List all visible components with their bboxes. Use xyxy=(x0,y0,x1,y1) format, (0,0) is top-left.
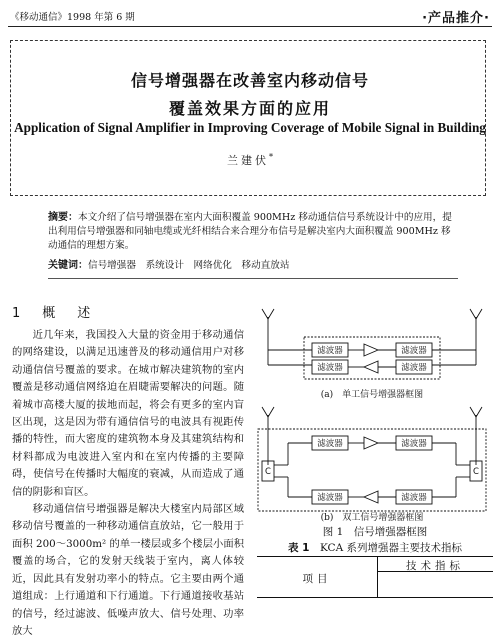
paragraph: 近几年来，我国投入大量的资金用于移动通信的网络建设，以满足迅速普及的移动通信用户对移动通信信号覆盖的要求。在城市解决建筑物的室内覆盖是移动通信网络迫在眉睫需要解决的问题。随着城市高楼大厦的拔地而起，将会有更多的室内盲区出现，这是因为带有通信信号的电波具有视距传播的特性，而大密度的建筑物本身及其建筑结构和材料都成为电波进入室内和在室内传播的主要障碍，使信号在传播时大幅度的衰减，从而造成了通信的阴影和盲区。 xyxy=(12,329,244,498)
duplexer-label: C xyxy=(473,467,479,477)
section-heading xyxy=(12,302,112,321)
author xyxy=(0,152,500,168)
figure-caption-a: (a) 单工信号增强器框图 xyxy=(320,390,424,400)
table-caption-text: KCA 系列增强器主要技术指标 xyxy=(319,542,462,554)
keyword-item: 网络优化 xyxy=(193,260,232,271)
filter-label: 滤波器 xyxy=(317,346,343,356)
amplifier-icon xyxy=(364,491,378,503)
author-mark: * xyxy=(269,152,273,162)
paragraph: 移动通信信号增强器是解决大楼室内局部区域移动信号覆盖的一种移动通信直放站，它一般用于面积 200～3000m² 的单一楼层或多个楼层小面积覆盖的场合，它的发射天线装于室内，离人体较近，因此具有发射功率小的特点。它主要由两个通道组成：上行通道和下行通道。下行通道接收基站的信号，经过滤波、低噪声放大、信号处理、功率放大 xyxy=(12,503,244,637)
filter-label: 滤波器 xyxy=(401,439,427,449)
column-label: ·产品推介· xyxy=(422,11,490,26)
keywords-rule xyxy=(48,278,458,279)
amplifier-icon xyxy=(364,361,378,373)
keyword-item: 系统设计 xyxy=(145,260,184,271)
table-caption xyxy=(255,540,495,555)
amplifier-icon xyxy=(364,344,378,356)
filter-label: 滤波器 xyxy=(317,363,343,373)
abstract xyxy=(48,211,458,253)
author-name: 兰建伏 xyxy=(227,154,269,167)
filter-label: 滤波器 xyxy=(401,346,427,356)
abstract-text: 本文介绍了信号增强器在室内大面积覆盖 900MHz 移动通信信号系统设计中的应用，提出利用信号增强器和同轴电缆或光纤相结合来合理分布信号是解决室内大面积覆盖 900MHz 移动通信的理想方案。 xyxy=(48,212,452,251)
keyword-item: 信号增强器 xyxy=(88,260,136,271)
spec-table xyxy=(257,556,493,598)
filter-label: 滤波器 xyxy=(317,493,343,503)
filter-label: 滤波器 xyxy=(401,493,427,503)
table-caption-number: 表 1 xyxy=(288,542,310,554)
journal-header: 《移动通信》1998 年第 6 期 xyxy=(10,12,135,23)
table-header-item: 项目 xyxy=(302,573,332,585)
filter-label: 滤波器 xyxy=(317,439,343,449)
title-line-2: 覆盖效果方面的应用 xyxy=(168,99,331,118)
keywords xyxy=(48,256,458,271)
figure-caption-b: (b) 双工信号增强器框图 xyxy=(320,513,424,523)
duplexer-label: C xyxy=(265,467,271,477)
header-rule xyxy=(8,26,492,27)
title-line-1: 信号增强器在改善室内移动信号 xyxy=(130,71,369,90)
filter-label: 滤波器 xyxy=(401,363,427,373)
body-column-left xyxy=(12,327,244,640)
abstract-label: 摘要： xyxy=(48,212,78,223)
section-title: 概述 xyxy=(42,306,113,321)
figure-1 xyxy=(250,305,495,523)
keywords-label: 关键词： xyxy=(48,260,88,271)
keyword-item: 移动直放站 xyxy=(241,260,290,271)
section-number: 1 xyxy=(12,306,21,321)
table-header-spec: 技术指标 xyxy=(406,560,464,572)
english-title: Application of Signal Amplifier in Improving Coverage of Mobile Signal in Building xyxy=(14,120,486,135)
device-box xyxy=(258,429,486,511)
figure-caption: 图 1 信号增强器框图 xyxy=(322,526,428,538)
amplifier-icon xyxy=(364,437,378,449)
